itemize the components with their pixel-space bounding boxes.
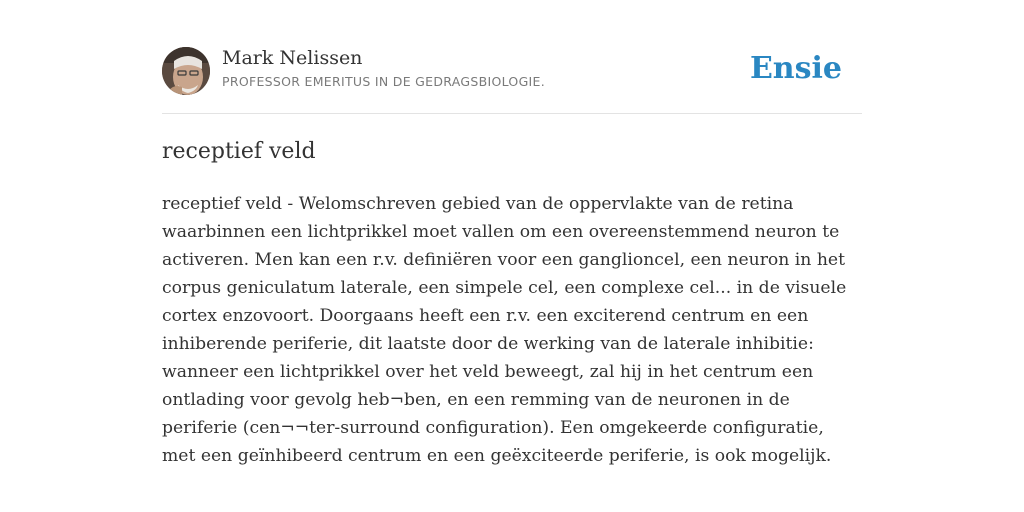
- author-title: PROFESSOR EMERITUS IN DE GEDRAGSBIOLOGIE.: [222, 74, 546, 89]
- entry-title: receptief veld: [162, 139, 316, 164]
- brand-logo[interactable]: Ensie: [749, 51, 842, 86]
- avatar-portrait-icon: [162, 47, 210, 95]
- author-header: [162, 0, 862, 114]
- content-container: [162, 0, 862, 466]
- author-name[interactable]: Mark Nelissen: [222, 47, 363, 69]
- entry-definition: receptief veld - Welomschreven gebied van de oppervlakte van de retina waarbinnen een lichtprikkel moet vallen om een overeenstemmend neuron te activeren. Men kan een r.v. definiëren voor een ganglioncel, een neuron in het corpus geniculatum laterale, een simpele cel, een complexe cel... in de visuele cortex enzovoort. Doorgaans heeft een r.v. een exciterend centrum en een inhiberende periferie, dit laatste door de werking van de laterale inhibitie: wanneer een lichtprikkel over het veld beweegt, zal hij in het centrum een ontlading voor gevolg heb¬ben, en een remming van de neuronen in de periferie (cen¬¬ter-surround configuration). Een omgekeerde configuratie, met een geïnhibeerd centrum en een geëxciteerde periferie, is ook mogelijk.: [162, 194, 847, 466]
- author-avatar[interactable]: [162, 47, 210, 95]
